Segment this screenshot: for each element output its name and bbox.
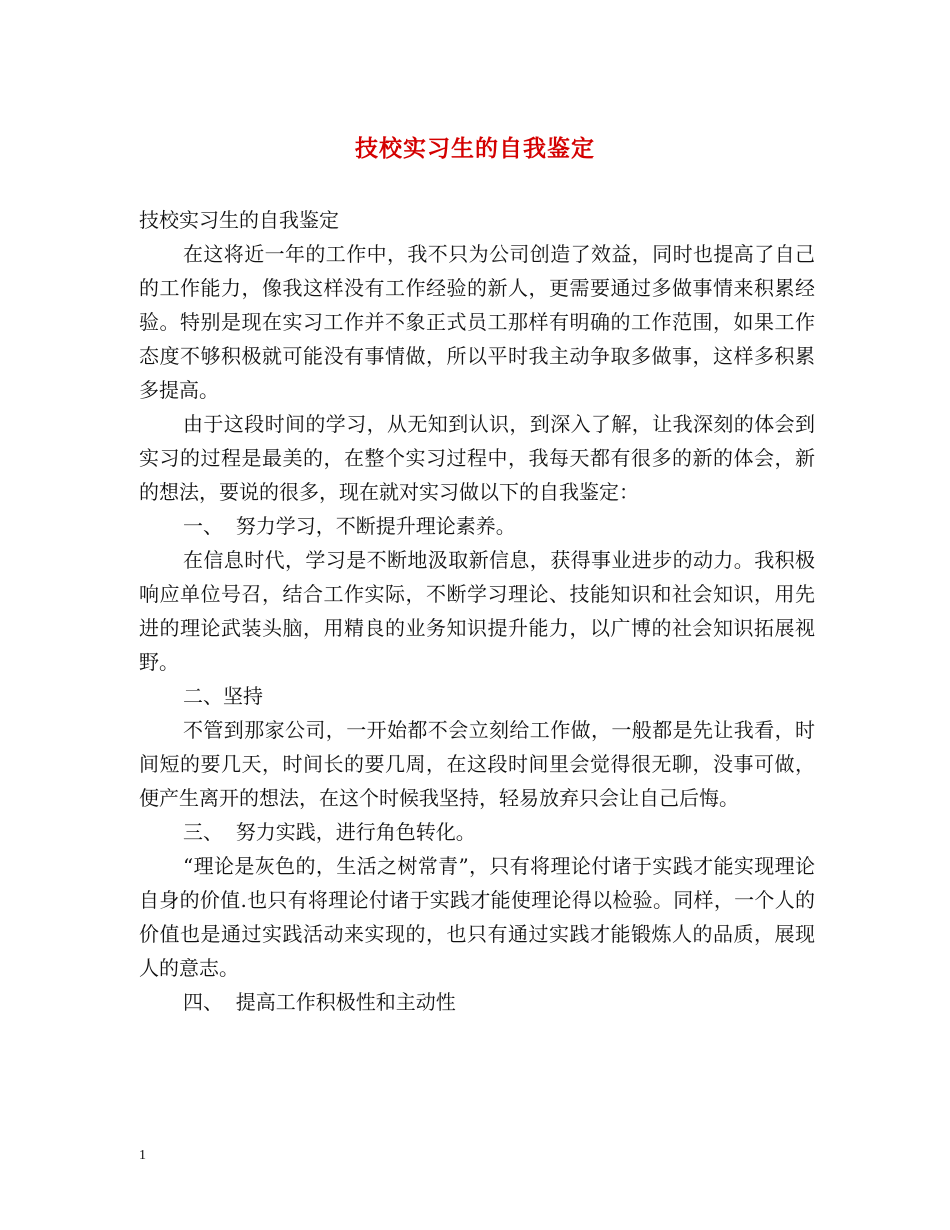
section-heading: 一、 努力学习，不断提升理论素养。 (183, 514, 516, 538)
page-title: 技校实习生的自我鉴定 (355, 135, 595, 162)
document-body (139, 203, 815, 1019)
paragraph: “理论是灰色的，生活之树常青”，只有将理论付诸于实践才能实现理论自身的价值.也只有将理论付诸于实践才能使理论得以检验。同样，一个人的价值也是通过实践活动来实现的，也只有通过实践才能锻炼人的品质，展现人的意志。 (139, 854, 815, 980)
paragraph: 由于这段时间的学习，从无知到认识，到深入了解，让我深刻的体会到实习的过程是最美的，在整个实习过程中，我每天都有很多的新的体会，新的想法，要说的很多，现在就对实习做以下的自我鉴定： (139, 412, 815, 504)
section-heading: 二、坚持 (183, 684, 263, 708)
document-subtitle: 技校实习生的自我鉴定 (139, 208, 339, 232)
page-number: 1 (139, 1148, 146, 1163)
paragraph: 不管到那家公司，一开始都不会立刻给工作做，一般都是先让我看，时间短的要几天，时间长的要几周，在这段时间里会觉得很无聊，没事可做，便产生离开的想法，在这个时候我坚持，轻易放弃只会让自己后悔。 (139, 718, 815, 810)
paragraph: 在信息时代，学习是不断地汲取新信息，获得事业进步的动力。我积极响应单位号召，结合工作实际，不断学习理论、技能知识和社会知识，用先进的理论武装头脑，用精良的业务知识提升能力，以广博的社会知识拓展视野。 (139, 548, 815, 674)
section-heading: 三、 努力实践，进行角色转化。 (183, 820, 476, 844)
section-heading: 四、 提高工作积极性和主动性 (183, 990, 456, 1014)
paragraph: 在这将近一年的工作中，我不只为公司创造了效益，同时也提高了自己的工作能力，像我这样没有工作经验的新人，更需要通过多做事情来积累经验。特别是现在实习工作并不象正式员工那样有明确的工作范围，如果工作态度不够积极就可能没有事情做，所以平时我主动争取多做事，这样多积累多提高。 (139, 242, 815, 402)
